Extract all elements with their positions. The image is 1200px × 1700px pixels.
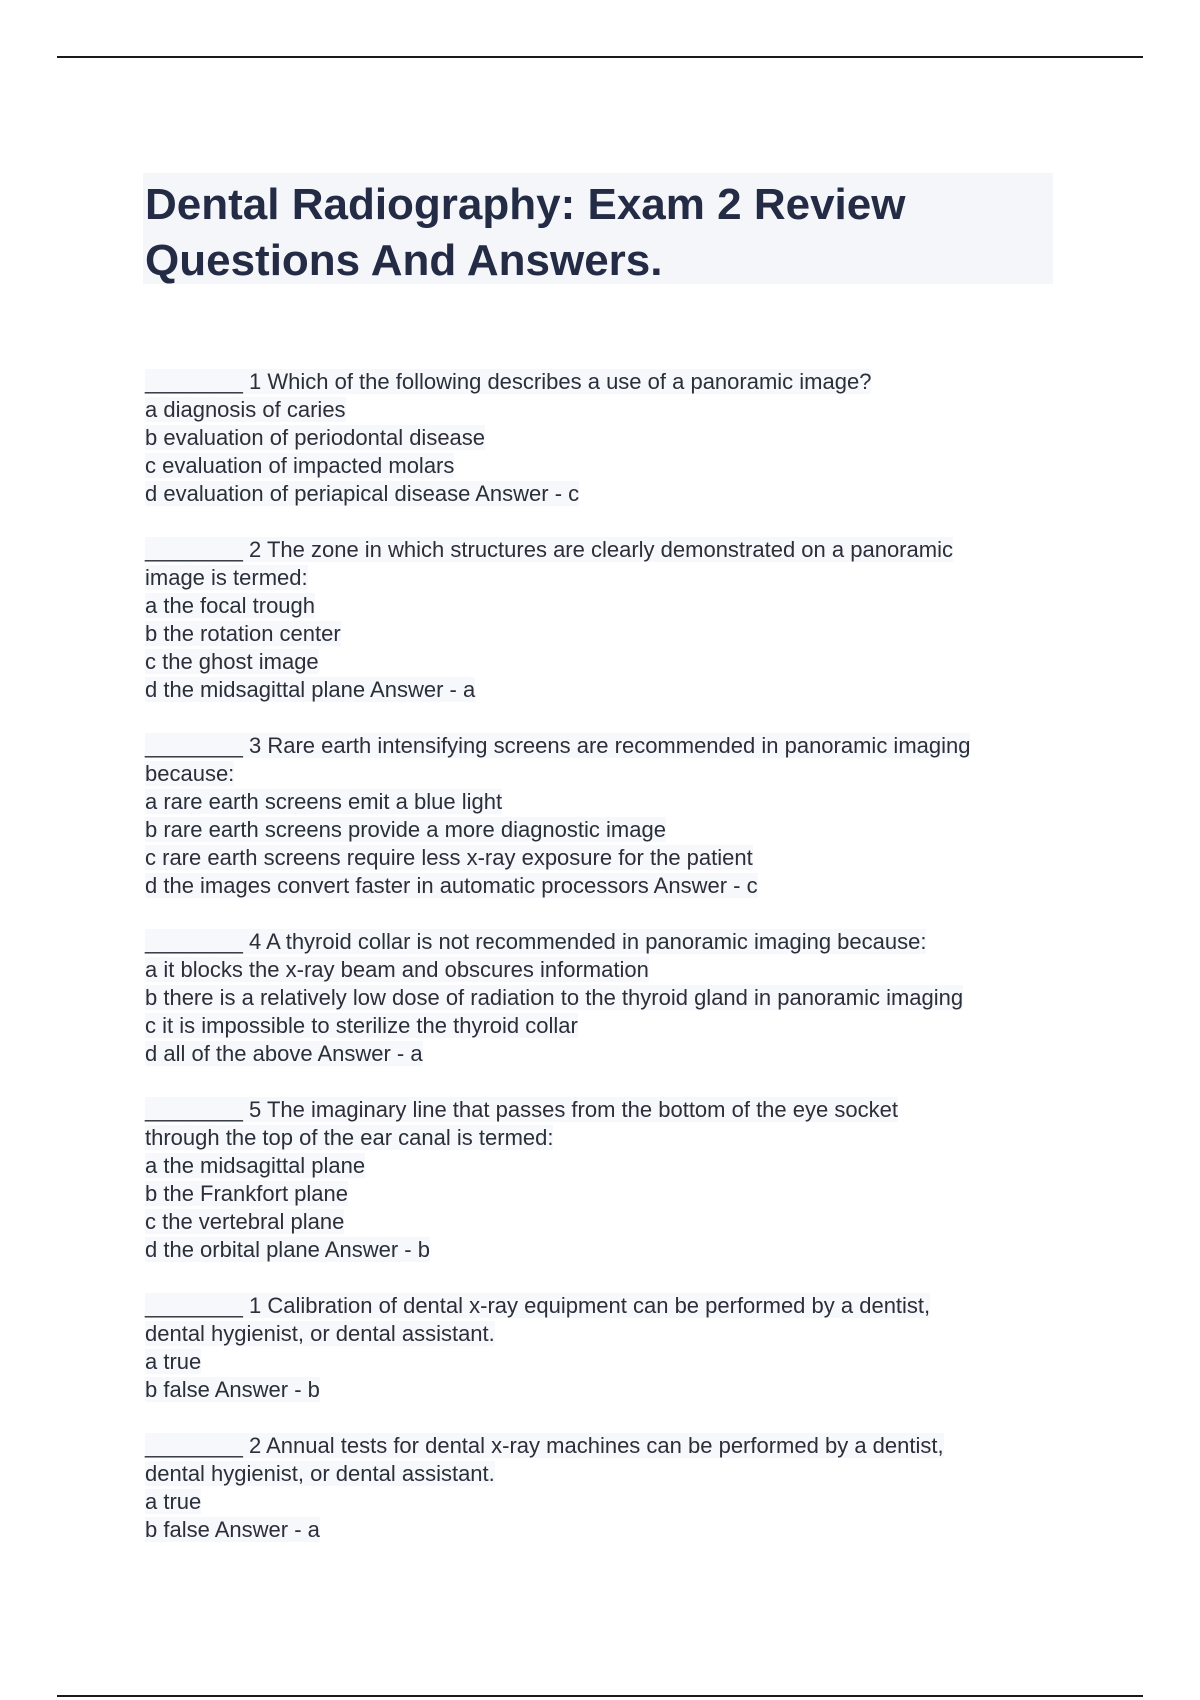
answer-option: d the midsagittal plane Answer - a bbox=[145, 677, 476, 702]
bottom-rule bbox=[57, 1695, 1143, 1697]
question-item bbox=[145, 536, 1060, 704]
question-stem: because: bbox=[145, 761, 235, 786]
answer-option: a the focal trough bbox=[145, 593, 316, 618]
question-item bbox=[145, 1292, 1060, 1404]
question-stem: ________ 1 Which of the following describes a use of a panoramic image? bbox=[145, 369, 872, 394]
question-item bbox=[145, 1096, 1060, 1264]
answer-option: c evaluation of impacted molars bbox=[145, 453, 455, 478]
question-item bbox=[145, 928, 1060, 1068]
answer-option: b the rotation center bbox=[145, 621, 341, 646]
answer-option: a it blocks the x-ray beam and obscures information bbox=[145, 957, 649, 982]
answer-option: d the orbital plane Answer - b bbox=[145, 1237, 430, 1262]
answer-option: b the Frankfort plane bbox=[145, 1181, 349, 1206]
answer-option: a the midsagittal plane bbox=[145, 1153, 366, 1178]
question-stem: ________ 4 A thyroid collar is not recommended in panoramic imaging because: bbox=[145, 929, 927, 954]
question-stem: through the top of the ear canal is termed: bbox=[145, 1125, 554, 1150]
answer-option: c the vertebral plane bbox=[145, 1209, 345, 1234]
question-list bbox=[145, 368, 1060, 1572]
answer-option: a true bbox=[145, 1349, 202, 1374]
title-line-1: Dental Radiography: Exam 2 Review bbox=[145, 180, 906, 229]
question-item bbox=[145, 732, 1060, 900]
top-rule bbox=[57, 56, 1143, 58]
answer-option: d evaluation of periapical disease Answer - c bbox=[145, 481, 580, 506]
question-stem: ________ 2 The zone in which structures are clearly demonstrated on a panoramic bbox=[145, 537, 953, 562]
answer-option: b rare earth screens provide a more diagnostic image bbox=[145, 817, 666, 842]
answer-option: d the images convert faster in automatic processors Answer - c bbox=[145, 873, 758, 898]
answer-option: a rare earth screens emit a blue light bbox=[145, 789, 503, 814]
answer-option: a diagnosis of caries bbox=[145, 397, 346, 422]
answer-option: b false Answer - b bbox=[145, 1377, 320, 1402]
answer-option: d all of the above Answer - a bbox=[145, 1041, 423, 1066]
question-item bbox=[145, 1432, 1060, 1544]
question-item bbox=[145, 368, 1060, 508]
question-stem: dental hygienist, or dental assistant. bbox=[145, 1461, 495, 1486]
answer-option: b false Answer - a bbox=[145, 1517, 320, 1542]
question-stem: ________ 3 Rare earth intensifying screens are recommended in panoramic imaging bbox=[145, 733, 971, 758]
answer-option: b evaluation of periodontal disease bbox=[145, 425, 486, 450]
title-line-2: Questions And Answers. bbox=[145, 236, 663, 285]
question-stem: ________ 1 Calibration of dental x-ray equipment can be performed by a dentist, bbox=[145, 1293, 931, 1318]
question-stem: dental hygienist, or dental assistant. bbox=[145, 1321, 495, 1346]
answer-option: c the ghost image bbox=[145, 649, 319, 674]
question-stem: image is termed: bbox=[145, 565, 308, 590]
answer-option: a true bbox=[145, 1489, 202, 1514]
answer-option: c it is impossible to sterilize the thyroid collar bbox=[145, 1013, 578, 1038]
answer-option: b there is a relatively low dose of radiation to the thyroid gland in panoramic imaging bbox=[145, 985, 964, 1010]
question-stem: ________ 5 The imaginary line that passes from the bottom of the eye socket bbox=[145, 1097, 898, 1122]
answer-option: c rare earth screens require less x-ray exposure for the patient bbox=[145, 845, 753, 870]
document-title bbox=[143, 173, 1053, 284]
question-stem: ________ 2 Annual tests for dental x-ray machines can be performed by a dentist, bbox=[145, 1433, 944, 1458]
